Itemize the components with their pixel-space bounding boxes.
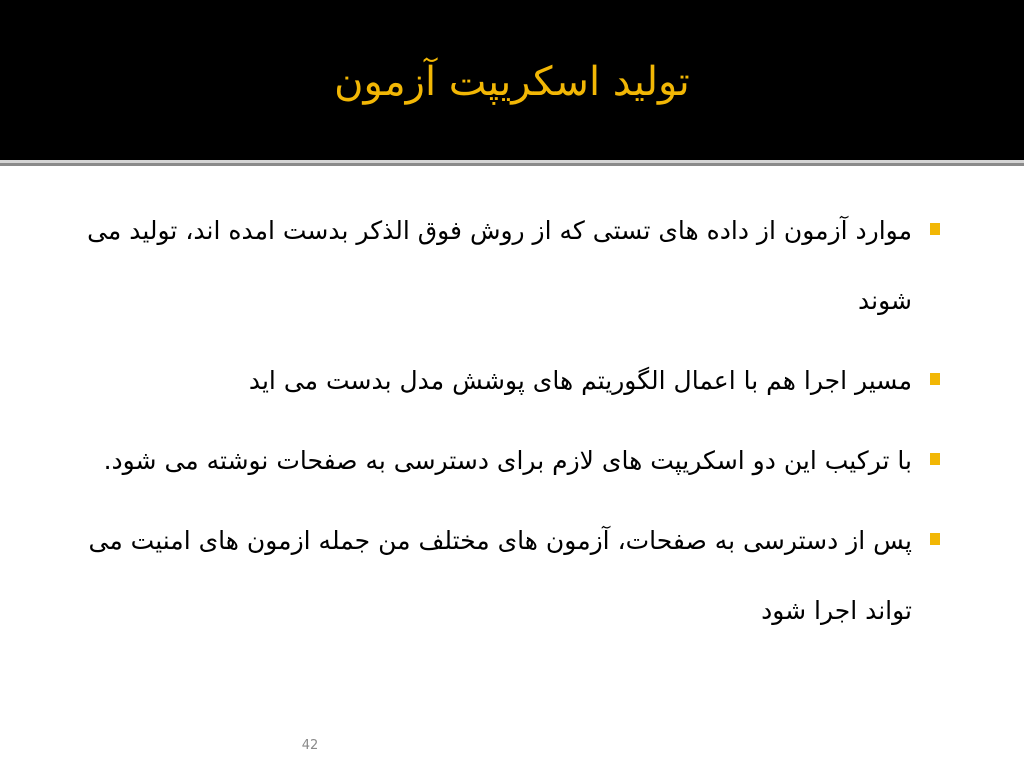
- bullet-text: با ترکیب این دو اسکریپت های لازم برای دسترسی به صفحات نوشته می شود.: [103, 446, 912, 475]
- slide-number: 42: [301, 738, 319, 753]
- bullet-list: [50, 196, 940, 656]
- title-divider-gray: [0, 163, 1024, 166]
- bullet-item: [50, 506, 940, 646]
- bullet-text: موارد آزمون از داده های تستی که از روش فوق الذکر بدست امده اند، تولید می شوند: [87, 216, 912, 315]
- square-bullet-icon: [930, 373, 940, 385]
- bullet-text: مسیر اجرا هم با اعمال الگوریتم های پوشش مدل بدست می اید: [248, 366, 912, 395]
- slide-title: تولید اسکریپت آزمون: [334, 59, 690, 105]
- bullet-item: [50, 426, 940, 496]
- bullet-item: [50, 196, 940, 336]
- square-bullet-icon: [930, 453, 940, 465]
- square-bullet-icon: [930, 533, 940, 545]
- bullet-text: پس از دسترسی به صفحات، آزمون های مختلف من جمله ازمون های امنیت می تواند اجرا شود: [88, 526, 912, 625]
- bullet-item: [50, 346, 940, 416]
- square-bullet-icon: [930, 223, 940, 235]
- title-bar: [0, 0, 1024, 160]
